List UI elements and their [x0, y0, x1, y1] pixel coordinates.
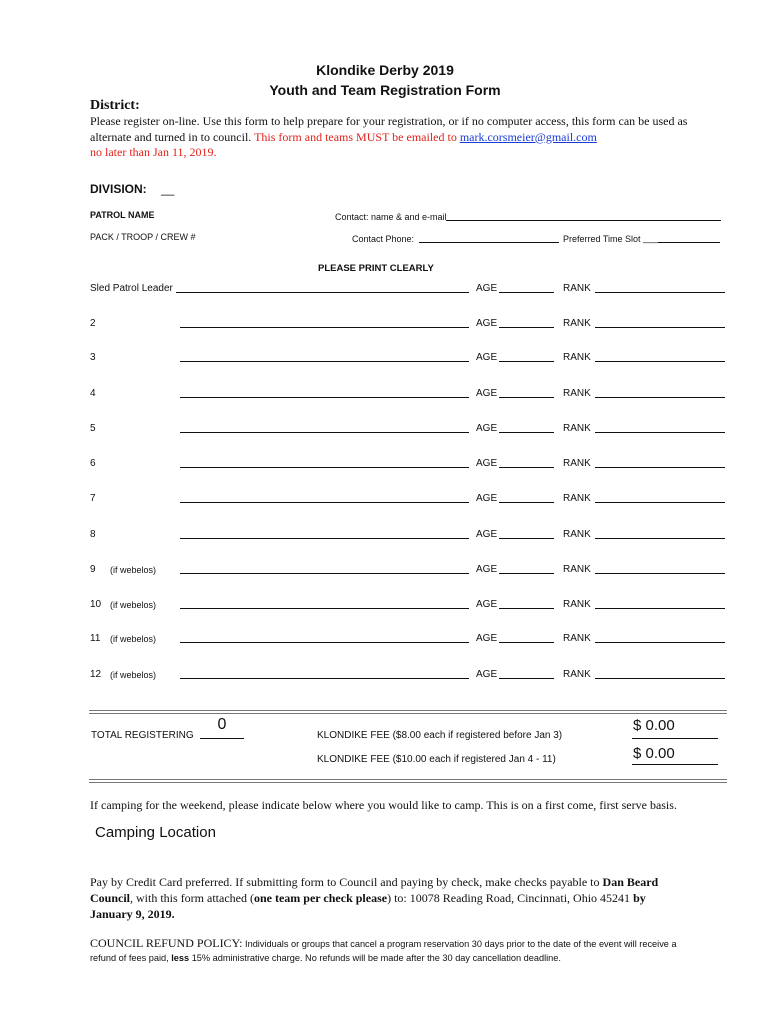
age-label: AGE	[476, 458, 498, 469]
row-note: (if webelos)	[110, 670, 157, 680]
payee-name: Dan Beard Council	[90, 875, 659, 905]
rank-label: RANK	[563, 669, 591, 680]
age-label: AGE	[476, 493, 498, 504]
refund-policy	[90, 936, 690, 965]
rank-label: RANK	[563, 388, 591, 399]
age-label: AGE	[476, 423, 498, 434]
fee1-value[interactable]: $ 0.00	[633, 717, 675, 734]
print-clearly-heading: PLEASE PRINT CLEARLY	[318, 263, 434, 274]
camping-location-label[interactable]: Camping Location	[95, 824, 216, 841]
time-slot-label: Preferred Time Slot	[563, 234, 641, 244]
rank-label: RANK	[563, 458, 591, 469]
row-number: 6	[90, 458, 96, 469]
intro-deadline-date: no later than Jan 11, 2019.	[90, 145, 217, 159]
name-field[interactable]	[180, 538, 469, 539]
rank-label: RANK	[563, 633, 591, 644]
camping-text: If camping for the weekend, please indicate below where you would like to camp. This is on a first come, first serve basis.	[90, 798, 677, 812]
email-link[interactable]: mark.corsmeier@gmail.com	[459, 129, 597, 144]
patrol-name-label: PATROL NAME	[90, 210, 155, 220]
division-value[interactable]: __	[161, 182, 175, 196]
row-number: 10	[90, 599, 102, 610]
contact-field[interactable]	[446, 220, 721, 221]
district-label: District:	[90, 98, 140, 113]
name-field[interactable]	[180, 327, 469, 328]
rank-field[interactable]	[595, 292, 725, 293]
payment-text-3: ) to: 10078 Reading Road, Cincinnati, Ohio 45241	[387, 891, 631, 905]
rank-field[interactable]	[595, 608, 725, 609]
phone-field[interactable]	[419, 242, 559, 243]
rank-label: RANK	[563, 493, 591, 504]
row-number: 3	[90, 352, 96, 363]
time-slot-value: ___	[643, 233, 659, 243]
row-note: (if webelos)	[110, 634, 157, 644]
age-label: AGE	[476, 529, 498, 540]
rank-field[interactable]	[595, 678, 725, 679]
age-label: AGE	[476, 283, 498, 294]
total-registering-label: TOTAL REGISTERING	[91, 730, 194, 741]
row-number: 12	[90, 669, 102, 680]
refund-policy-label: COUNCIL REFUND POLICY:	[90, 936, 243, 950]
row-number: 8	[90, 529, 96, 540]
name-field[interactable]	[180, 397, 469, 398]
fee2-label: KLONDIKE FEE ($10.00 each if registered Jan 4 - 11)	[317, 754, 556, 765]
rank-field[interactable]	[595, 573, 725, 574]
payment-text-2: , with this form attached (	[130, 891, 254, 905]
rank-field[interactable]	[595, 538, 725, 539]
age-label: AGE	[476, 564, 498, 575]
row-number: 9	[90, 564, 96, 575]
rank-field[interactable]	[595, 432, 725, 433]
age-field[interactable]	[499, 327, 554, 328]
form-subtitle: Youth and Team Registration Form	[269, 82, 501, 98]
name-field[interactable]	[180, 432, 469, 433]
contact-label: Contact: name & and e-mail	[335, 212, 447, 222]
row-number: Sled Patrol Leader	[90, 283, 173, 294]
rank-field[interactable]	[595, 361, 725, 362]
age-field[interactable]	[499, 538, 554, 539]
row-number: 5	[90, 423, 96, 434]
rank-label: RANK	[563, 529, 591, 540]
name-field[interactable]	[180, 678, 469, 679]
payment-deadline: by January 9, 2019.	[90, 891, 646, 921]
rank-label: RANK	[563, 352, 591, 363]
payment-text-1: Pay by Credit Card preferred. If submitting form to Council and paying by check, make checks payable to	[90, 875, 600, 889]
one-team-note: one team per check please	[253, 891, 388, 905]
fee2-field[interactable]	[632, 764, 718, 765]
rank-field[interactable]	[595, 397, 725, 398]
payment-paragraph	[90, 874, 670, 922]
age-field[interactable]	[499, 292, 554, 293]
row-number: 2	[90, 318, 96, 329]
rank-field[interactable]	[595, 327, 725, 328]
phone-label: Contact Phone:	[352, 234, 415, 244]
intro-paragraph	[90, 114, 690, 161]
age-field[interactable]	[499, 678, 554, 679]
age-label: AGE	[476, 633, 498, 644]
division-label: DIVISION:	[90, 182, 147, 196]
fee1-label: KLONDIKE FEE ($8.00 each if registered before Jan 3)	[317, 730, 563, 741]
age-field[interactable]	[499, 642, 554, 643]
age-label: AGE	[476, 388, 498, 399]
name-field[interactable]	[180, 608, 469, 609]
rank-label: RANK	[563, 423, 591, 434]
name-field[interactable]	[176, 292, 469, 293]
name-field[interactable]	[180, 467, 469, 468]
pack-label: PACK / TROOP / CREW #	[90, 232, 196, 242]
refund-less: less	[171, 953, 190, 963]
name-field[interactable]	[180, 502, 469, 503]
time-slot-field[interactable]	[658, 242, 720, 243]
form-title: Klondike Derby 2019	[316, 62, 454, 78]
row-number: 7	[90, 493, 96, 504]
row-number: 4	[90, 388, 96, 399]
rank-field[interactable]	[595, 502, 725, 503]
intro-text: Please register on-line. Use this form to help prepare for your registration, or if no computer access, this form can be used as alternate and turned in to council.	[90, 114, 688, 144]
name-field[interactable]	[180, 573, 469, 574]
age-field[interactable]	[499, 361, 554, 362]
rank-field[interactable]	[595, 642, 725, 643]
divider-bottom	[89, 779, 727, 783]
age-field[interactable]	[499, 467, 554, 468]
rank-label: RANK	[563, 564, 591, 575]
rank-label: RANK	[563, 283, 591, 294]
name-field[interactable]	[180, 361, 469, 362]
row-note: (if webelos)	[110, 565, 157, 575]
rank-label: RANK	[563, 318, 591, 329]
age-field[interactable]	[499, 573, 554, 574]
refund-text-1: Individuals or groups that cancel a program reservation 30 days prior to the date of the event will receive a refund of fees paid,	[90, 939, 677, 963]
rank-label: RANK	[563, 599, 591, 610]
row-number: 11	[90, 633, 101, 644]
refund-text-2: 15% administrative charge. No refunds will be made after the 30 day cancellation deadline.	[191, 953, 561, 963]
age-field[interactable]	[499, 397, 554, 398]
total-registering-value[interactable]: 0	[217, 716, 227, 733]
divider-top	[89, 710, 727, 714]
age-label: AGE	[476, 599, 498, 610]
intro-deadline-text: This form and teams MUST be emailed to	[254, 129, 457, 144]
total-registering-field[interactable]	[200, 738, 244, 739]
row-note: (if webelos)	[110, 600, 157, 610]
fee1-field[interactable]	[632, 738, 718, 739]
name-field[interactable]	[180, 642, 469, 643]
age-label: AGE	[476, 352, 498, 363]
age-label: AGE	[476, 318, 498, 329]
rank-field[interactable]	[595, 467, 725, 468]
age-field[interactable]	[499, 432, 554, 433]
age-field[interactable]	[499, 608, 554, 609]
age-field[interactable]	[499, 502, 554, 503]
age-label: AGE	[476, 669, 498, 680]
fee2-value[interactable]: $ 0.00	[633, 745, 675, 762]
